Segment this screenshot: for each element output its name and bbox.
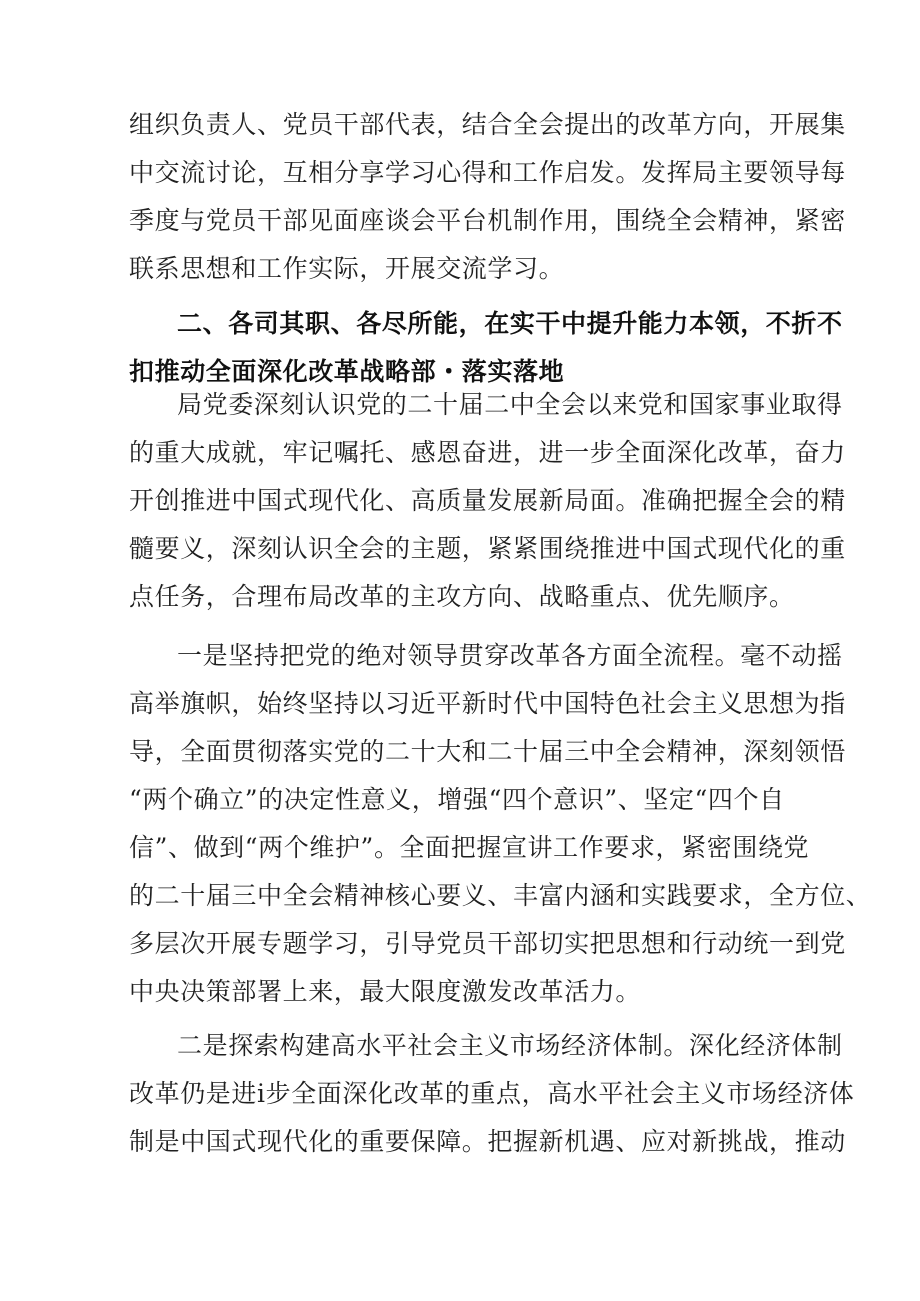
text-line: 制是中国式现代化的重要保障。把握新机遇、应对新挑战，推动 (129, 1127, 846, 1156)
heading-line: 二、各司其职、各尽所能，在实干中提升能力本领，不折不 (177, 309, 843, 338)
paragraph-point-two (129, 1022, 855, 1166)
text-line: 季度与党员干部见面座谈会平台机制作用，围绕全会精神，紧密 (129, 206, 846, 235)
text-line: 信”、做到“两个维护”。全面把握宣讲工作要求，紧密围绕党 (129, 833, 810, 862)
text-line: 高举旗帜，始终坚持以习近平新时代中国特色社会主义思想为指 (129, 689, 846, 718)
text-line: 髓要义，深刻认识全会的主题，紧紧围绕推进中国式现代化的重 (129, 534, 846, 563)
text-line: 开创推进中国式现代化、高质量发展新局面。准确把握全会的精 (129, 486, 846, 515)
text-line: 局党委深刻认识党的二十届二中全会以来党和国家事业取得 (177, 390, 843, 419)
text-line: 组织负责人、党员干部代表，结合全会提出的改革方向，开展集 (129, 110, 846, 139)
text-line: 改革仍是进i步全面深化改革的重点，高水平社会主义市场经济体 (129, 1079, 855, 1108)
text-line: 的重大成就，牢记嘱托、感恩奋进，进一步全面深化改革，奋力 (129, 438, 846, 467)
paragraph-point-one (129, 632, 872, 1016)
text-line: 导，全面贯彻落实党的二十大和二十届三中全会精神，深刻领悟 (129, 737, 846, 766)
text-line: 中交流讨论，互相分享学习心得和工作启发。发挥局主要领导每 (129, 158, 846, 187)
paragraph-intro (129, 381, 846, 621)
text-line: “两个确立”的决定性意义，增强“四个意识”、坚定“四个自 (129, 785, 785, 814)
text-line: 多层次开展专题学习，引导党员干部切实把思想和行动统一到党 (129, 929, 846, 958)
paragraph-continuation (129, 101, 846, 293)
text-line: 点任务，合理布局改革的主攻方向、战略重点、优先顺序。 (129, 582, 795, 611)
text-line: 一是坚持把党的绝对领导贯穿改革各方面全流程。毫不动摇 (177, 641, 843, 670)
text-line: 二是探索构建高水平社会主义市场经济体制。深化经济体制 (177, 1031, 843, 1060)
text-line: 联系思想和工作实际，开展交流学习。 (129, 254, 565, 283)
text-line: 中央决策部署上来，最大限度激发改革活力。 (129, 977, 642, 1006)
text-line: 的二十届三中全会精神核心要义、丰富内涵和实践要求，全方位、 (129, 881, 872, 910)
heading-line: 扣推动全面深化改革战略部・落实落地 (129, 357, 565, 386)
